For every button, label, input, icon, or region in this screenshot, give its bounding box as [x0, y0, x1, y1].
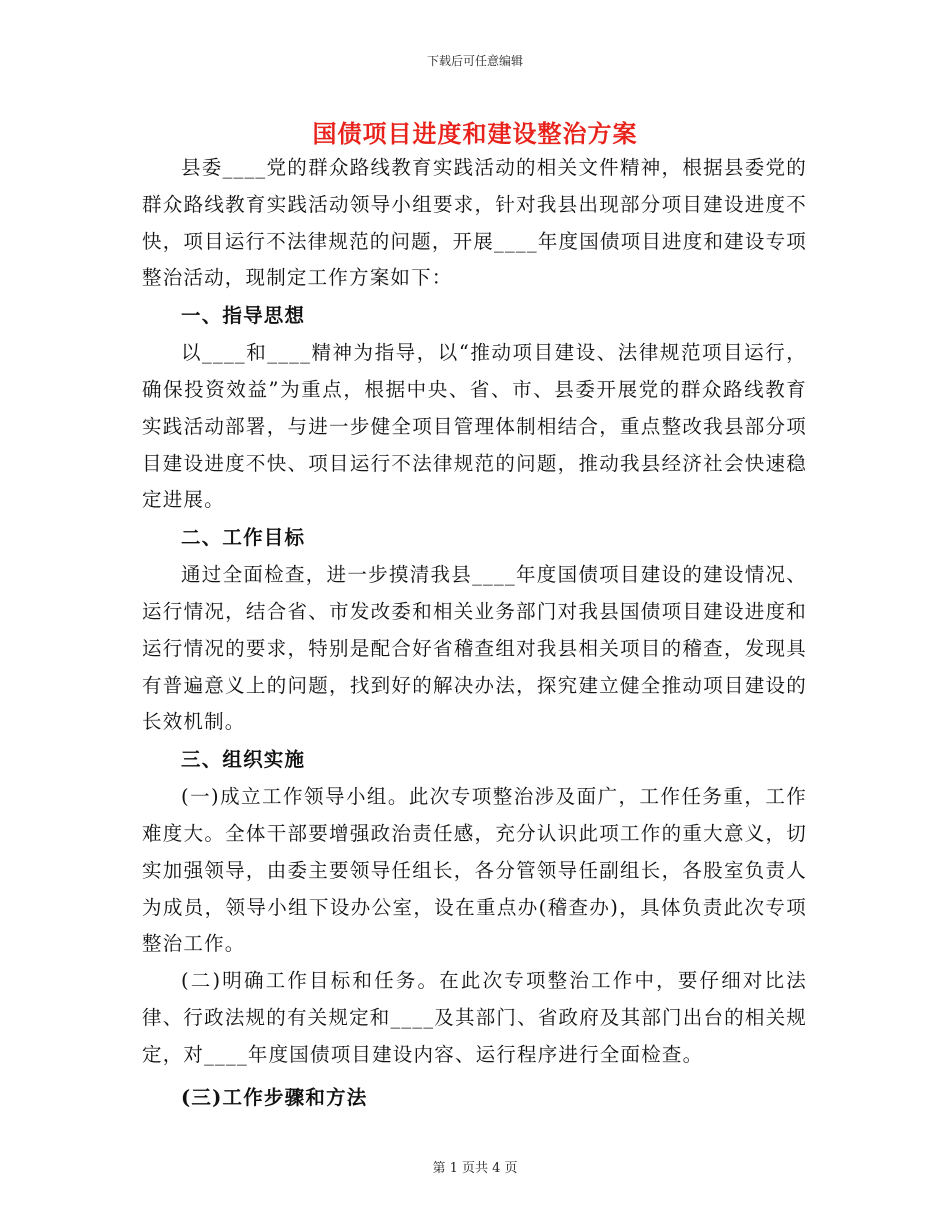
section-paragraph: (二)明确工作目标和任务。在此次专项整治工作中，要仔细对比法律、行政法规的有关规定和____及其部门、省政府及其部门出台的相关规定，对____年度国债项目建设内容、运行程序进行全面检查。 [142, 969, 807, 1066]
section-paragraph: (一)成立工作领导小组。此次专项整治涉及面广，工作任务重，工作难度大。全体干部要增强政治责任感，充分认识此项工作的重大意义，切实加强领导，由委主要领导任组长，各分管领导任副组长，各股室负责人为成员，领导小组下设办公室，设在重点办(稽查办)，具体负责此次专项整治工作。 [142, 785, 807, 956]
section-paragraph: 通过全面检查，进一步摸清我县____年度国债项目建设的建设情况、运行情况，结合省、市发改委和相关业务部门对我县国债项目建设进度和运行情况的要求，特别是配合好省稽查组对我县相关项目的稽查，发现具有普遍意义上的问题，找到好的解决办法，探究建立健全推动项目建设的长效机制。 [142, 563, 807, 734]
section-paragraph: 以____和____精神为指导，以“推动项目建设、法律规范项目运行，确保投资效益”为重点，根据中央、省、市、县委开展党的群众路线教育实践活动部署，与进一步健全项目管理体制相结合，重点整改我县部分项目建设进度不快、项目运行不法律规范的问题，推动我县经济社会快速稳定进展。 [142, 341, 807, 512]
document-title: 国债项目进度和建设整治方案 [312, 119, 638, 148]
section-heading: 一、指导思想 [181, 304, 306, 328]
page-number: 第 1 页共 4 页 [432, 1161, 518, 1176]
document-body [142, 150, 807, 1118]
header-note: 下载后可任意编辑 [426, 54, 523, 68]
section-heading: 三、组织实施 [181, 748, 306, 772]
intro-paragraph: 县委____党的群众路线教育实践活动的相关文件精神，根据县委党的群众路线教育实践活动领导小组要求，针对我县出现部分项目建设进度不快，项目运行不法律规范的问题，开展____年度国债项目进度和建设专项整治活动，现制定工作方案如下： [142, 156, 807, 290]
subsection-heading: (三)工作步骤和方法 [181, 1085, 368, 1109]
section-heading: 二、工作目标 [181, 526, 306, 550]
